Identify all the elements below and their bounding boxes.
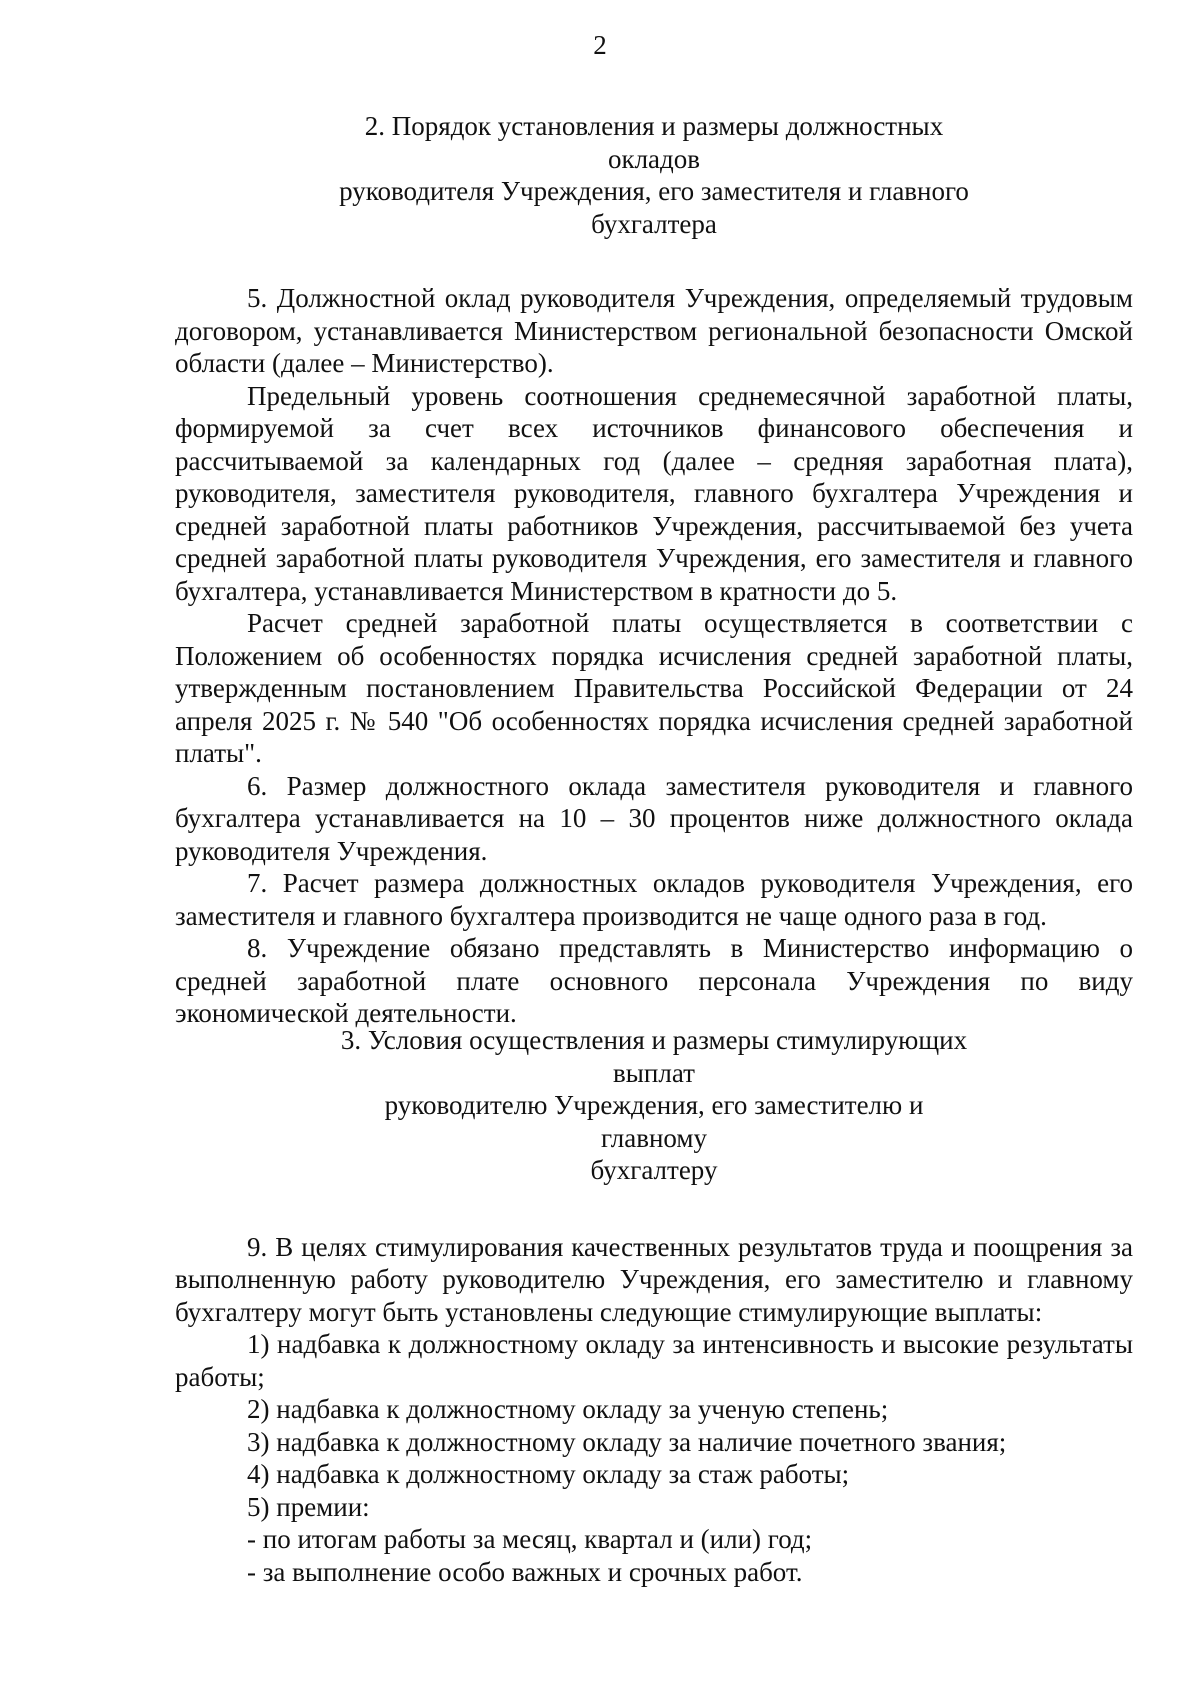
list-item-5: 5) премии: [247, 1491, 370, 1522]
list-item-2: 2) надбавка к должностному окладу за ученую степень; [247, 1394, 889, 1424]
list-item-1: 1) надбавка к должностному окладу за интенсивность и высокие результаты работы; [175, 1329, 1133, 1392]
paragraph-7: 7. Расчет размера должностных окладов руководителя Учреждения, его заместителя и главного бухгалтера производится не чаще одного раза в год. [175, 868, 1133, 931]
section-2-heading-line-1: 2. Порядок установления и размеры должностных окладов [364, 111, 944, 174]
list-item-3: 3) надбавка к должностному окладу за наличие почетного звания; [247, 1426, 1007, 1457]
dash-item-2: - за выполнение особо важных и срочных работ. [247, 1556, 803, 1587]
paragraph-6: 6. Размер должностного оклада заместителя руководителя и главного бухгалтера устанавливается на 10 – 30 процентов ниже должностного оклада руководителя Учреждения. [175, 770, 1133, 866]
section-3-heading-line-1: 3. Условия осуществления и размеры стимулирующих выплат [340, 1025, 968, 1088]
paragraph-9: 9. В целях стимулирования качественных результатов труда и поощрения за выполненную работу руководителю Учреждения, его заместителю и главному бухгалтеру могут быть установлены следующие стимулирующие выплаты: [175, 1231, 1133, 1327]
list-item-4: 4) надбавка к должностному окладу за стаж работы; [247, 1459, 850, 1489]
paragraph-5: 5. Должностной оклад руководителя Учреждения, определяемый трудовым договором, устанавливается Министерством региональной безопасности Омской области (далее – Министерство). [175, 283, 1133, 378]
page-number: 2 [593, 30, 607, 60]
section-3-heading [175, 1024, 1133, 1187]
section-2 [175, 110, 1133, 1030]
section-2-heading [175, 110, 1133, 240]
paragraph-salary-ratio: Предельный уровень соотношения среднемесячной заработной платы, формируемой за счет всех источников финансового обеспечения и рассчитываемой за календарных год (далее – средняя заработная плата), руководителя, заместителя руководителя, главного бухгалтера Учреждения и средней заработной платы работников Учреждения, рассчитываемой без учета средней заработной платы руководителя Учреждения, его заместителя и главного бухгалтера, устанавливается Министерством в кратности до 5. [175, 380, 1133, 606]
paragraph-8: 8. Учреждение обязано представлять в Министерство информацию о средней заработной плате основного персонала Учреждения по виду экономической деятельности. [175, 933, 1133, 1028]
paragraph-salary-calculation: Расчет средней заработной платы осуществляется в соответствии с Положением об особенностях порядка исчисления средней заработной платы, утвержденным постановлением Правительства Российской Федерации от 24 апреля 2025 г. № 540 "Об особенностях порядка исчисления средней заработной платы". [175, 608, 1133, 768]
section-3-heading-line-2: руководителю Учреждения, его заместителю и главному [384, 1090, 924, 1153]
section-2-heading-line-2: руководителя Учреждения, его заместителя и главного [339, 176, 969, 206]
section-2-heading-line-3: бухгалтера [591, 208, 717, 239]
dash-item-1: - по итогам работы за месяц, квартал и (или) год; [247, 1524, 813, 1554]
section-3-heading-line-3: бухгалтеру [590, 1155, 718, 1185]
section-3 [175, 1024, 1133, 1588]
